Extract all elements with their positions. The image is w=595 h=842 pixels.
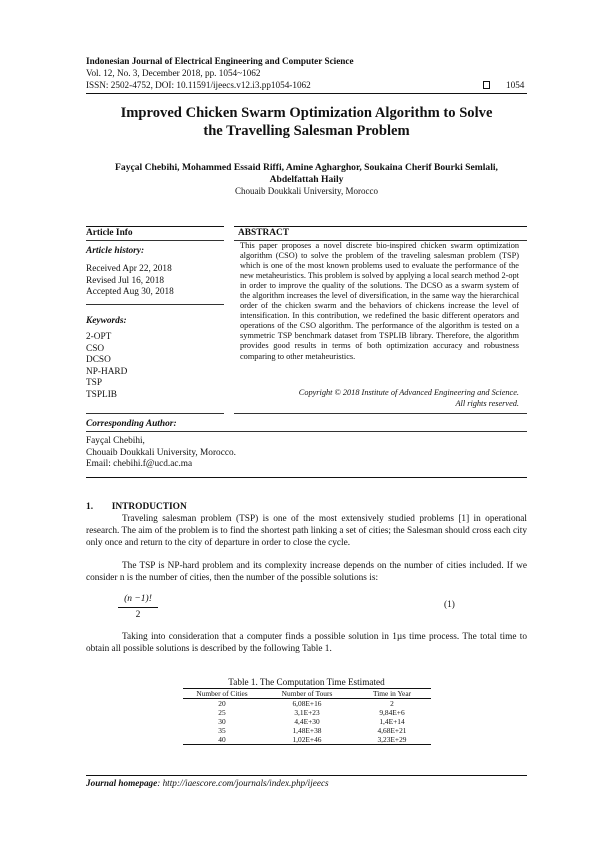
journal-issn-doi: ISSN: 2502-4752, DOI: 10.11591/ijeecs.v12.i3.pp1054-1062 <box>86 80 311 90</box>
revised-date: Revised Jul 16, 2018 <box>86 275 164 286</box>
intro-paragraph-2: The TSP is NP-hard problem and its complexity increase depends on the number of cities included. If we consider n is the number of cities, then the number of the possible solutions is: <box>86 561 527 583</box>
journal-homepage <box>86 778 329 788</box>
table-cell: 25 <box>218 708 226 718</box>
table-row <box>183 735 431 745</box>
keywords-bottom-rule <box>86 413 224 414</box>
table-cell: 35 <box>218 726 226 736</box>
affiliation: Chouaib Doukkali University, Morocco <box>235 186 378 196</box>
info-bottom-rule <box>86 477 527 478</box>
keywords-list <box>86 332 127 402</box>
table-cell: 1,4E+14 <box>379 717 405 727</box>
keyword-item: TSPLIB <box>86 389 117 400</box>
table-cell: 3,23E+29 <box>377 735 407 745</box>
journal-name: Indonesian Journal of Electrical Engineering and Computer Science <box>86 56 354 66</box>
table-cell: 30 <box>218 717 226 727</box>
equation <box>118 594 158 620</box>
square-icon <box>483 81 490 89</box>
table-header-cell: Time in Year <box>353 689 431 699</box>
table-header-cell: Number of Tours <box>261 689 353 699</box>
table-cell: 1,48E+38 <box>292 726 322 736</box>
table-header-row <box>183 689 431 699</box>
homepage-label: Journal homepage <box>86 778 158 788</box>
table-row <box>183 699 431 709</box>
corresponding-rule <box>86 431 527 432</box>
page-number: 1054 <box>506 80 525 90</box>
table-cell: 2 <box>390 699 394 708</box>
equation-denominator: 2 <box>135 610 141 620</box>
received-date: Received Apr 22, 2018 <box>86 264 172 274</box>
abstract-heading: ABSTRACT <box>238 228 290 238</box>
table-row <box>183 726 431 735</box>
table-cell: 20 <box>218 699 226 708</box>
keyword-item: NP-HARD <box>86 366 128 377</box>
footer-rule <box>86 775 527 776</box>
equation-number: (1) <box>444 600 455 610</box>
section-title: INTRODUCTION <box>111 502 187 512</box>
title-line-2: the Travelling Salesman Problem <box>203 123 410 139</box>
table-caption: Table 1. The Computation Time Estimated <box>228 677 385 687</box>
authors-line-2: Abdelfattah Haily <box>269 174 344 185</box>
table-row <box>183 717 431 726</box>
article-info-top-rule <box>86 226 224 227</box>
copyright-notice <box>240 388 519 409</box>
header-divider <box>86 93 527 94</box>
table-cell: 3,1E+23 <box>294 708 320 718</box>
table-cell: 6,08E+16 <box>292 699 322 708</box>
intro-paragraph-3: Taking into consideration that a computer finds a possible solution in 1µs time process. The total time to obtain all possible solutions is described by the following Table 1. <box>86 632 527 654</box>
copyright-line-2: All rights reserved. <box>455 398 519 408</box>
equation-numerator: (n −1)! <box>124 594 152 604</box>
table-row <box>183 708 431 717</box>
history-label: Article history: <box>86 246 145 256</box>
article-info-heading: Article Info <box>86 228 133 238</box>
accepted-date: Accepted Aug 30, 2018 <box>86 287 174 298</box>
table-cell: 1,02E+46 <box>292 735 322 745</box>
keyword-item: DCSO <box>86 355 111 366</box>
computation-time-table <box>183 688 431 745</box>
table-wrapper <box>183 688 431 745</box>
authors <box>86 162 527 186</box>
table-header-cell: Number of Cities <box>183 689 261 699</box>
corresponding-author-details <box>86 436 236 471</box>
keyword-item: 2-OPT <box>86 332 112 342</box>
title-line-1: Improved Chicken Swarm Optimization Algorithm to Solve <box>120 105 493 121</box>
paper-title <box>86 104 527 140</box>
section-heading <box>86 502 187 512</box>
history-divider <box>86 304 224 305</box>
author-university: Chouaib Doukkali University, Morocco. <box>86 447 236 458</box>
copyright-line-1: Copyright © 2018 Institute of Advanced Engineering and Science. <box>298 388 519 397</box>
fraction-bar <box>118 607 158 608</box>
author-name: Fayçal Chebihi, <box>86 436 145 446</box>
authors-line-1: Fayçal Chebihi, Mohammed Essaid Riffi, Amine Agharghor, Soukaina Cherif Bourki Semlali, <box>115 162 498 173</box>
article-info-heading-rule <box>86 240 224 241</box>
table-cell: 40 <box>218 735 226 745</box>
abstract-bottom-rule <box>234 413 527 414</box>
abstract-text: This paper proposes a novel discrete bio-inspired chicken swarm optimization algorithm (CSO) to solve the problem of the traveling salesman problem (TSP) which is one of the most known problems used to evaluate the performance of the new metaheuristics. This problem is solved by applying a local search method 2-opt in order to improve the quality of the solutions. The DCSO as a swarm system of the algorithm increases the level of diversification, in the same way the hierarchical order of the chicken swarm and the behaviors of chickens increase the level of intensification. In this contribution, we redefined the basic different operators and operations of the CSO algorithm. The performance of the algorithm is tested on a symmetric TSP benchmark dataset from TSPLIB library. Therefore, the algorithm provides good results in terms of both optimization accuracy and robustness comparing to other metaheuristics. <box>240 241 519 361</box>
section-number: 1. <box>86 502 94 512</box>
abstract-top-rule <box>234 226 527 227</box>
keyword-item: CSO <box>86 343 105 354</box>
table-cell: 4,4E+30 <box>294 717 320 727</box>
history-dates <box>86 264 174 299</box>
homepage-url[interactable]: : http://iaescore.com/journals/index.php/ijeecs <box>157 778 329 788</box>
keywords-label: Keywords: <box>86 316 127 326</box>
author-email: Email: chebihi.f@ucd.ac.ma <box>86 459 193 470</box>
keyword-item: TSP <box>86 378 103 389</box>
journal-volume: Vol. 12, No. 3, December 2018, pp. 1054~1062 <box>86 68 261 78</box>
corresponding-author-label: Corresponding Author: <box>86 419 177 429</box>
table-cell: 4,68E+21 <box>377 726 407 736</box>
intro-paragraph-1: Traveling salesman problem (TSP) is one of the most extensively studied problems [1] in operational research. The aim of the problem is to find the shortest path linking a set of cities; the Salesman should cross each city only once and return to the city of departure in order to close the cycle. <box>86 514 527 548</box>
table-cell: 9,84E+6 <box>379 708 405 718</box>
